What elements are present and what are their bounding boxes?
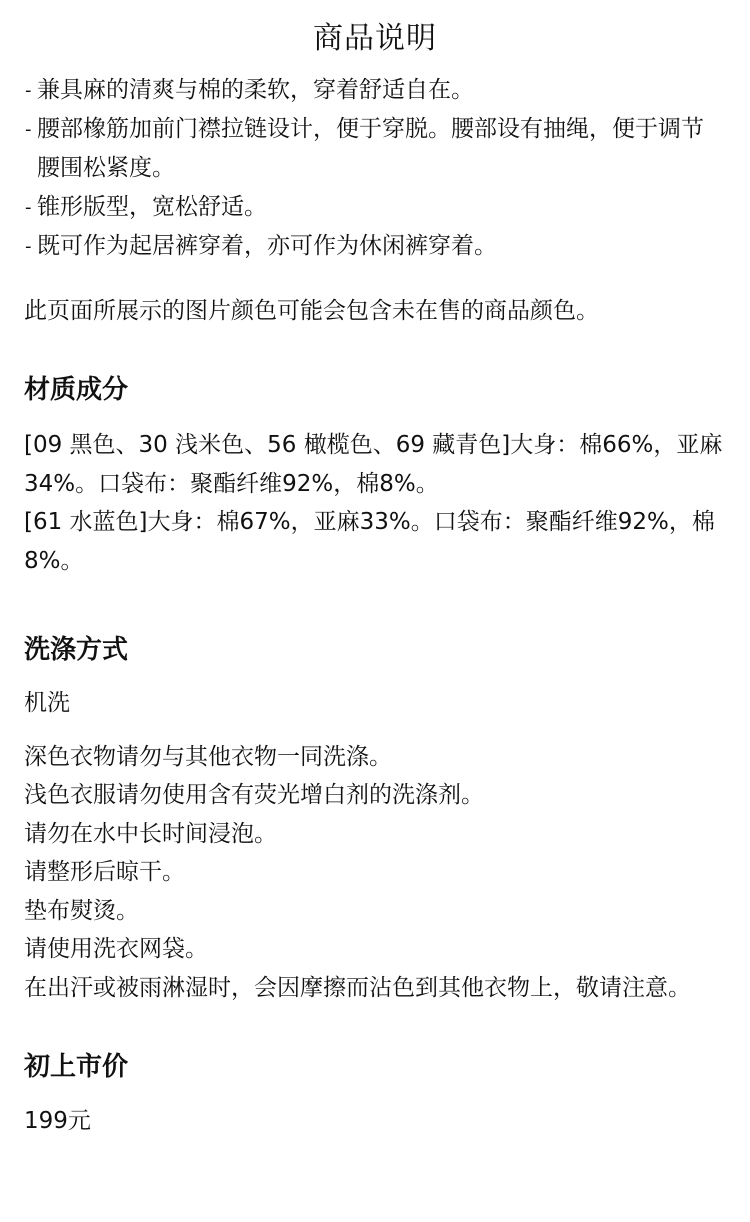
- material-heading: 材质成分: [24, 375, 129, 405]
- bullet-dash: -: [25, 197, 32, 218]
- feature-item: [24, 110, 726, 188]
- washing-instruction: 请使用洗衣网袋。: [24, 936, 208, 962]
- material-composition: [24, 426, 726, 580]
- feature-text: 锥形版型，宽松舒适。: [37, 194, 267, 220]
- material-line: [61 水蓝色]大身：棉67%，亚麻33%。口袋布：聚酯纤维92%，棉8%。: [24, 509, 715, 574]
- feature-text: 腰部橡筋加前门襟拉链设计，便于穿脱。腰部设有抽绳，便于调节腰围松紧度。: [37, 116, 704, 181]
- washing-method: 机洗: [24, 690, 70, 716]
- feature-text: 兼具麻的清爽与棉的柔软，穿着舒适自在。: [37, 77, 474, 103]
- bullet-dash: -: [25, 80, 32, 101]
- washing-instructions: [24, 738, 726, 1008]
- washing-instruction: 在出汗或被雨淋湿时，会因摩擦而沾色到其他衣物上，敬请注意。: [24, 974, 691, 1001]
- washing-instruction: 垫布熨烫。: [24, 897, 139, 924]
- bullet-dash: -: [25, 119, 32, 140]
- feature-item: [24, 188, 726, 227]
- material-line: [09 黑色、30 浅米色、56 橄榄色、69 藏青色]大身：棉66%，亚麻34%。口袋布：聚酯纤维92%，棉8%。: [24, 432, 723, 497]
- feature-text: 既可作为起居裤穿着，亦可作为休闲裤穿着。: [37, 233, 497, 259]
- color-disclaimer: 此页面所展示的图片颜色可能会包含未在售的商品颜色。: [24, 298, 599, 324]
- page-title: 商品说明: [313, 21, 437, 56]
- washing-heading: 洗涤方式: [24, 635, 129, 665]
- price-value: 199元: [24, 1108, 91, 1134]
- washing-instruction: 请勿在水中长时间浸泡。: [24, 820, 277, 847]
- feature-list: [24, 71, 726, 266]
- washing-instruction: 请整形后晾干。: [24, 859, 185, 885]
- bullet-dash: -: [25, 236, 32, 257]
- washing-instruction: 深色衣物请勿与其他衣物一同洗涤。: [24, 743, 392, 770]
- feature-item: [24, 227, 726, 266]
- price-heading: 初上市价: [24, 1052, 129, 1082]
- washing-instruction: 浅色衣服请勿使用含有荧光增白剂的洗涤剂。: [24, 782, 484, 808]
- feature-item: [24, 71, 726, 110]
